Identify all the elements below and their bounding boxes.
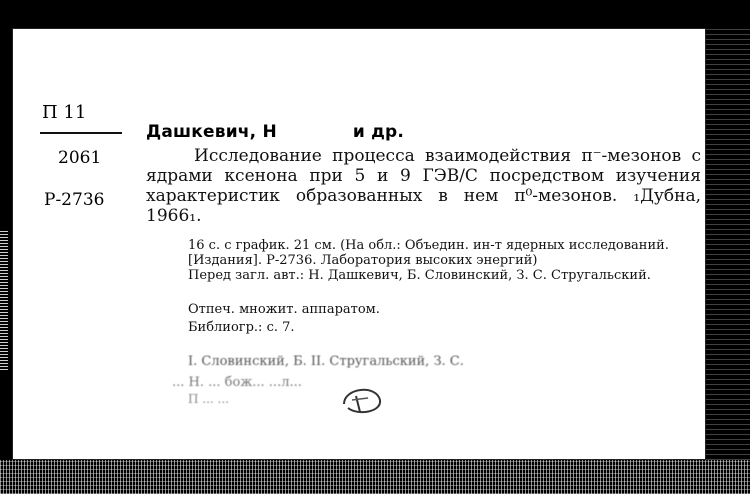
divider-line: [40, 132, 122, 134]
added-entries: I. Словинский, Б. II. Стругальский, З. С.: [188, 354, 464, 369]
note-print: Отпеч. множит. аппаратом.: [188, 302, 380, 317]
author-name: Дашкевич, Н: [146, 122, 277, 142]
library-stamp-icon: [338, 378, 386, 418]
physical-description: 16 с. с график. 21 см. (На обл.: Объедин. ин-т ядерных исследований. [Издания]. Р-2736. Лаборатория высоких энергий): [188, 238, 669, 268]
title-text: Исследование процесса взаимодействия π⁻-мезонов с ядрами ксенона при 5 и 9 ГЭВ/С посредством изучения характеристик образованных в нем π⁰-мезонов. ₁Дубна, 1966₁.: [146, 146, 701, 226]
report-number: Р-2736: [44, 190, 105, 210]
scan-noise-bottom: [0, 460, 750, 494]
author-heading: [146, 122, 404, 142]
catalog-card: [12, 28, 706, 460]
shelf-code: П 11: [42, 102, 87, 123]
author-suffix: и др.: [352, 122, 405, 142]
scan-noise-right: [706, 28, 750, 460]
title-block: [146, 146, 701, 226]
inventory-number: 2061: [58, 148, 102, 168]
authors-note: Перед загл. авт.: Н. Дашкевич, Б. Словинский, З. С. Стругальский.: [188, 268, 651, 283]
scan-noise-left: [0, 230, 8, 370]
note-bibliography: Библиогр.: с. 7.: [188, 320, 295, 335]
faded-line-2: П ... ...: [188, 392, 229, 406]
faded-line: ... Н. ... бож... ...л...: [172, 375, 302, 390]
